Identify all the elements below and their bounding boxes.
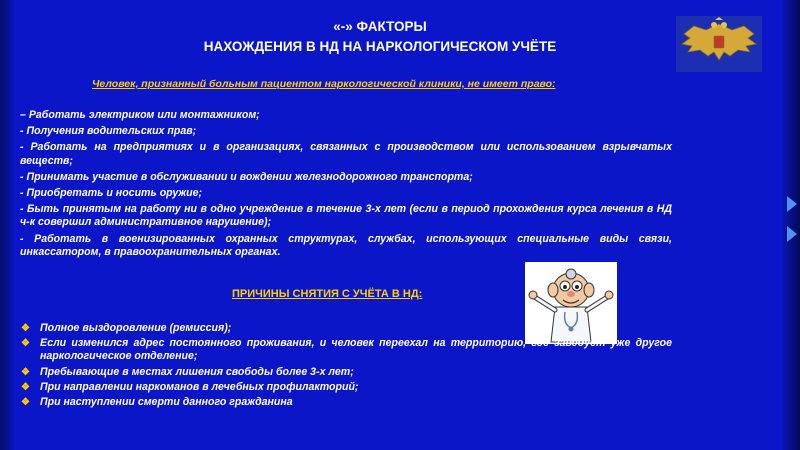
reason-text: При наступлении смерти данного гражданина — [40, 396, 293, 409]
page-title-line1: «-» ФАКТОРЫ — [333, 19, 427, 34]
page-title-line2: НАХОЖДЕНИЯ В НД НА НАРКОЛОГИЧЕСКОМ УЧЁТЕ — [203, 39, 557, 54]
rights-item: - Работать на предприятиях и в организациях, связанных с производством или использованием взрывчатых веществ; — [20, 141, 672, 167]
chevron-right-icon — [787, 226, 797, 242]
reason-item — [20, 381, 672, 394]
diamond-bullet-icon: ❖ — [21, 338, 30, 350]
rights-item: - Получения водительских прав; — [20, 125, 197, 138]
reason-text: Если изменился адрес постоянного проживания, и человек переехал на территорию, где заведует уже другое наркологическое отделение; — [40, 337, 672, 363]
eagle-emblem-icon — [676, 16, 762, 72]
diamond-bullet-icon: ❖ — [21, 323, 30, 334]
right-frame-decoration — [782, 0, 800, 450]
rights-item: - Приобретать и носить оружие; — [20, 187, 203, 200]
reason-item — [20, 337, 672, 363]
rights-item: - Работать в военизированных охранных структурах, службах, использующих специальные виды связи, инкассатором, в правоохранительных органах. — [20, 232, 672, 258]
rights-item: - Быть принятым на работу ни в одно учреждение в течение 3-х лет (если в период прохождения курса лечения в НД ч-к совершил административное нарушение); — [20, 203, 672, 229]
diamond-bullet-icon: ❖ — [21, 366, 30, 378]
diamond-bullet-icon: ❖ — [21, 397, 30, 409]
rights-item: - Принимать участие в обслуживании и вождении железнодорожного транспорта; — [20, 170, 473, 183]
intro-statement: Человек, признанный больным пациентом наркологической клиники, не имеет право: — [92, 78, 556, 90]
chevron-right-icon — [787, 196, 797, 212]
reason-item — [20, 396, 672, 409]
reason-text: При направлении наркоманов в лечебных профилакторий; — [40, 380, 359, 393]
reason-item — [20, 322, 672, 335]
diamond-bullet-icon: ❖ — [21, 381, 30, 393]
rights-list — [20, 109, 672, 262]
reasons-heading: ПРИЧИНЫ СНЯТИЯ С УЧЁТА В НД: — [232, 288, 423, 300]
rights-item: – Работать электриком или монтажником; — [20, 109, 260, 121]
reason-text: Полное выздоровление (ремиссия); — [40, 322, 232, 334]
reasons-list — [20, 322, 672, 411]
reason-text: Пребывающие в местах лишения свободы более 3-х лет; — [40, 365, 354, 378]
left-frame-decoration — [0, 0, 14, 450]
reason-item — [20, 366, 672, 379]
